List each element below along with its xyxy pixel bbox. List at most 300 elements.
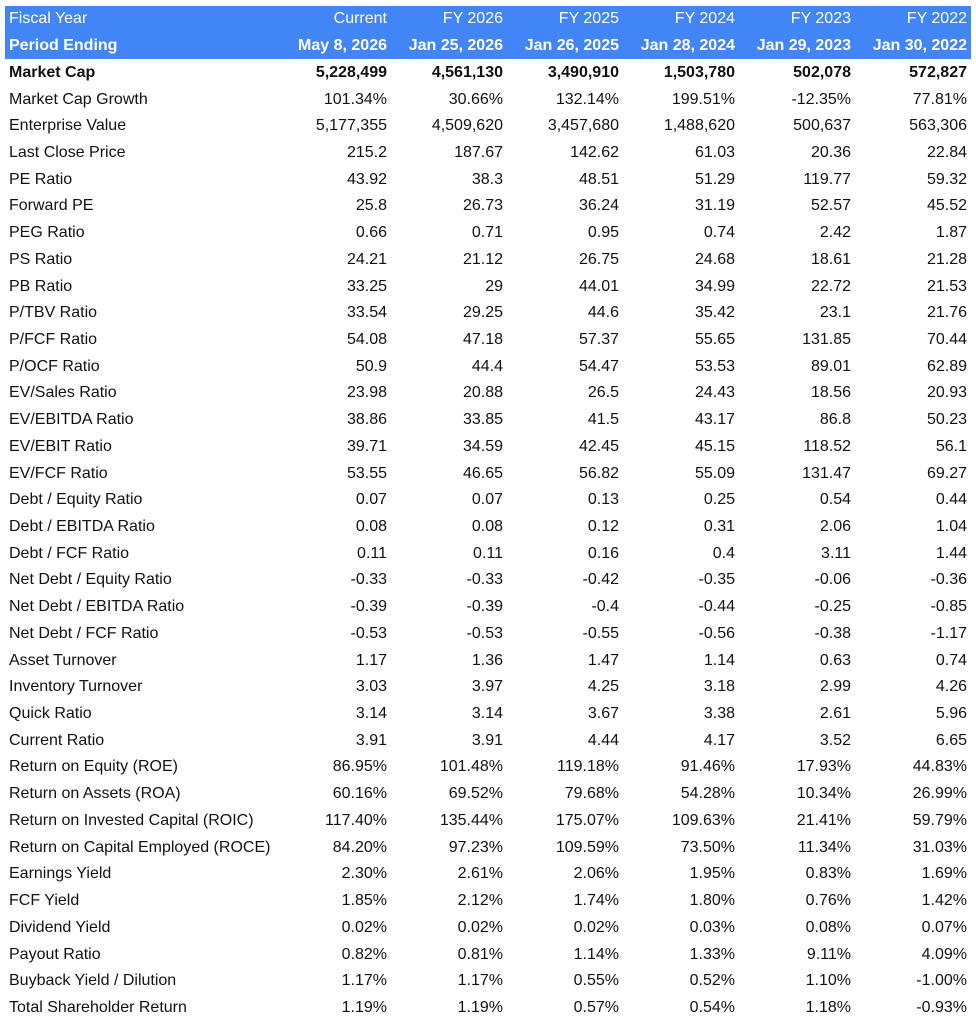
row-label: Return on Assets (ROA) [9, 785, 181, 803]
table-row [5, 514, 971, 541]
table-cell: 1.17% [457, 972, 503, 990]
table-cell: 3,490,910 [547, 63, 619, 81]
table-cell: 0.08% [805, 918, 851, 936]
table-cell: 53.53 [694, 357, 735, 375]
table-cell: 0.25 [703, 491, 735, 509]
table-cell: 86.95% [332, 758, 387, 776]
table-cell: 38.3 [471, 170, 503, 188]
table-cell: 572,827 [909, 63, 967, 81]
table-cell: 86.8 [819, 411, 851, 429]
table-cell: 1.10% [805, 972, 851, 990]
row-label: Debt / EBITDA Ratio [9, 518, 155, 536]
table-cell: 0.55% [573, 972, 619, 990]
table-row [5, 727, 971, 754]
table-cell: 50.9 [355, 357, 387, 375]
row-label: Asset Turnover [9, 651, 117, 669]
column-header-fy2024: FY 2024 [674, 10, 735, 28]
table-cell: 89.01 [810, 357, 851, 375]
table-cell: 199.51% [671, 90, 735, 108]
row-label: Payout Ratio [9, 945, 101, 963]
row-label: Forward PE [9, 197, 94, 215]
table-cell: 101.34% [323, 90, 387, 108]
period-fy2022: Jan 30, 2022 [872, 37, 967, 55]
table-cell: 2.06 [819, 518, 851, 536]
table-row [5, 754, 971, 781]
row-label: EV/FCF Ratio [9, 464, 108, 482]
table-cell: 17.93% [796, 758, 851, 776]
table-cell: 59.79% [912, 811, 967, 829]
table-cell: 0.07 [355, 491, 387, 509]
table-cell: 73.50% [680, 838, 735, 856]
table-cell: 4.44 [587, 731, 619, 749]
table-cell: 3.38 [703, 705, 735, 723]
table-cell: 42.45 [578, 437, 619, 455]
table-row [5, 674, 971, 701]
table-cell: 79.68% [564, 785, 619, 803]
table-cell: 24.21 [346, 250, 387, 268]
table-cell: 2.30% [341, 865, 387, 883]
table-cell: 0.13 [587, 491, 619, 509]
table-cell: 54.47 [578, 357, 619, 375]
table-cell: 62.89 [926, 357, 967, 375]
table-cell: 18.56 [810, 384, 851, 402]
table-cell: 9.11% [806, 945, 851, 963]
table-cell: 0.07 [471, 491, 503, 509]
row-label: PS Ratio [9, 250, 73, 268]
table-cell: 21.28 [926, 250, 967, 268]
table-cell: 3.52 [819, 731, 851, 749]
table-cell: 45.52 [926, 197, 967, 215]
table-cell: 500,637 [793, 117, 851, 135]
table-cell: 38.86 [346, 411, 387, 429]
table-cell: 109.59% [555, 838, 619, 856]
table-body [5, 59, 971, 1021]
table-cell: 1.42% [921, 892, 967, 910]
table-cell: -0.38 [814, 624, 851, 642]
table-cell: 60.16% [332, 785, 387, 803]
table-cell: -0.53 [466, 624, 503, 642]
period-fy2026: Jan 25, 2026 [408, 37, 503, 55]
table-cell: 0.66 [355, 224, 387, 242]
table-cell: 1.95% [689, 865, 735, 883]
table-cell: 132.14% [555, 90, 619, 108]
table-cell: 24.68 [694, 250, 735, 268]
table-cell: 0.74 [935, 651, 967, 669]
table-cell: 0.31 [703, 518, 735, 536]
table-cell: 1.19% [341, 998, 387, 1016]
table-cell: 26.5 [587, 384, 619, 402]
table-cell: 4.26 [935, 678, 967, 696]
row-label: Quick Ratio [9, 705, 92, 723]
table-cell: 0.07% [921, 918, 967, 936]
table-cell: 44.01 [578, 277, 619, 295]
table-cell: 2.42 [819, 224, 851, 242]
table-cell: 502,078 [793, 63, 851, 81]
table-cell: 44.6 [587, 304, 619, 322]
table-cell: 0.95 [587, 224, 619, 242]
table-cell: -0.56 [698, 624, 735, 642]
period-fy2024: Jan 28, 2024 [640, 37, 735, 55]
table-cell: 61.03 [694, 143, 735, 161]
table-cell: -0.25 [814, 598, 851, 616]
row-label: PB Ratio [9, 277, 73, 295]
column-header-current: Current [333, 10, 387, 28]
table-row [5, 995, 971, 1022]
table-cell: 3,457,680 [547, 117, 619, 135]
table-cell: 33.54 [346, 304, 387, 322]
table-cell: -0.33 [466, 571, 503, 589]
table-row [5, 246, 971, 273]
row-label: P/FCF Ratio [9, 330, 98, 348]
table-cell: 4,561,130 [431, 63, 503, 81]
table-cell: 0.81% [457, 945, 503, 963]
table-cell: 1.14 [703, 651, 735, 669]
table-cell: 0.02% [341, 918, 387, 936]
table-cell: 55.09 [694, 464, 735, 482]
table-cell: 187.67 [454, 143, 503, 161]
table-cell: 45.15 [694, 437, 735, 455]
table-cell: 0.02% [457, 918, 503, 936]
row-label: Debt / FCF Ratio [9, 544, 130, 562]
table-cell: 31.19 [694, 197, 735, 215]
table-cell: 1.04 [935, 518, 967, 536]
table-row [5, 460, 971, 487]
table-cell: 135.44% [439, 811, 503, 829]
table-cell: 21.53 [926, 277, 967, 295]
table-cell: 46.65 [462, 464, 503, 482]
table-cell: 26.73 [462, 197, 503, 215]
table-cell: 0.4 [712, 544, 735, 562]
table-cell: 91.46% [680, 758, 735, 776]
column-header-fy2025: FY 2025 [558, 10, 619, 28]
table-cell: 1.36 [471, 651, 503, 669]
row-label: Inventory Turnover [9, 678, 143, 696]
table-cell: -0.06 [814, 571, 851, 589]
row-label: PE Ratio [9, 170, 73, 188]
column-header-fy2026: FY 2026 [442, 10, 503, 28]
table-cell: 39.71 [346, 437, 387, 455]
row-label: P/OCF Ratio [9, 357, 100, 375]
table-cell: 0.44 [935, 491, 967, 509]
table-cell: 5.96 [935, 705, 967, 723]
table-cell: 563,306 [909, 117, 967, 135]
table-row [5, 193, 971, 220]
period-current: May 8, 2026 [298, 37, 387, 55]
period-fy2025: Jan 26, 2025 [524, 37, 619, 55]
table-row [5, 647, 971, 674]
table-cell: -0.39 [350, 598, 387, 616]
table-cell: 2.61 [819, 705, 851, 723]
table-cell: 35.42 [694, 304, 735, 322]
table-cell: -0.36 [930, 571, 967, 589]
table-cell: -12.35% [791, 90, 851, 108]
table-row [5, 220, 971, 247]
table-cell: 56.1 [935, 437, 967, 455]
table-cell: 30.66% [448, 90, 503, 108]
table-cell: 24.43 [694, 384, 735, 402]
period-fy2023: Jan 29, 2023 [756, 37, 851, 55]
table-row [5, 86, 971, 113]
row-label: Buyback Yield / Dilution [9, 972, 177, 990]
table-row [5, 701, 971, 728]
table-cell: 84.20% [332, 838, 387, 856]
table-cell: 0.57% [573, 998, 619, 1016]
table-row [5, 407, 971, 434]
table-cell: 1.19% [457, 998, 503, 1016]
table-cell: 1.74% [573, 892, 619, 910]
table-cell: 3.91 [355, 731, 387, 749]
table-cell: 109.63% [671, 811, 735, 829]
table-header [5, 6, 971, 59]
table-cell: 2.12% [457, 892, 503, 910]
table-cell: 77.81% [912, 90, 967, 108]
row-label: EV/EBIT Ratio [9, 437, 112, 455]
table-cell: 53.55 [346, 464, 387, 482]
table-cell: 59.32 [926, 170, 967, 188]
table-row [5, 59, 971, 86]
table-row [5, 487, 971, 514]
period-ending-header-row [5, 33, 971, 60]
table-cell: 20.88 [462, 384, 503, 402]
table-cell: 175.07% [555, 811, 619, 829]
table-cell: 34.59 [462, 437, 503, 455]
table-cell: 0.08 [471, 518, 503, 536]
column-header-fy2022: FY 2022 [906, 10, 967, 28]
table-cell: 41.5 [587, 411, 619, 429]
table-cell: 0.12 [587, 518, 619, 536]
table-row [5, 888, 971, 915]
table-cell: -0.93% [916, 998, 967, 1016]
table-row [5, 594, 971, 621]
table-row [5, 781, 971, 808]
table-cell: 0.16 [587, 544, 619, 562]
table-cell: 142.62 [570, 143, 619, 161]
table-row [5, 567, 971, 594]
table-cell: 51.29 [694, 170, 735, 188]
table-row [5, 113, 971, 140]
table-cell: 55.65 [694, 330, 735, 348]
table-cell: 1,503,780 [663, 63, 735, 81]
table-cell: -0.85 [930, 598, 967, 616]
table-cell: 54.08 [346, 330, 387, 348]
table-cell: 3.18 [703, 678, 735, 696]
period-ending-label: Period Ending [9, 37, 118, 55]
table-cell: -0.42 [582, 571, 619, 589]
table-cell: 69.27 [926, 464, 967, 482]
table-cell: 23.98 [346, 384, 387, 402]
table-cell: 50.23 [926, 411, 967, 429]
table-cell: 101.48% [439, 758, 503, 776]
fiscal-year-label: Fiscal Year [9, 10, 88, 28]
row-label: Net Debt / FCF Ratio [9, 624, 159, 642]
table-row [5, 861, 971, 888]
row-label: Debt / Equity Ratio [9, 491, 143, 509]
table-cell: 1.33% [689, 945, 735, 963]
table-cell: 43.92 [346, 170, 387, 188]
table-row [5, 327, 971, 354]
table-cell: 1.18% [805, 998, 851, 1016]
table-cell: 0.82% [341, 945, 387, 963]
row-label: Market Cap Growth [9, 90, 148, 108]
row-label: PEG Ratio [9, 224, 85, 242]
table-row [5, 621, 971, 648]
table-row [5, 434, 971, 461]
table-cell: 21.76 [926, 304, 967, 322]
table-cell: -0.44 [698, 598, 735, 616]
row-label: EV/Sales Ratio [9, 384, 117, 402]
table-cell: 117.40% [325, 811, 387, 829]
column-header-fy2023: FY 2023 [790, 10, 851, 28]
table-cell: 0.54 [819, 491, 851, 509]
table-row [5, 834, 971, 861]
table-cell: 1,488,620 [663, 117, 735, 135]
table-cell: -0.35 [698, 571, 735, 589]
table-cell: 0.74 [703, 224, 735, 242]
table-row [5, 968, 971, 995]
fiscal-year-header-row [5, 6, 971, 33]
table-row [5, 353, 971, 380]
table-cell: 43.17 [694, 411, 735, 429]
table-cell: 69.52% [448, 785, 503, 803]
table-cell: 3.03 [355, 678, 387, 696]
table-cell: 2.06% [573, 865, 619, 883]
table-cell: 25.8 [355, 197, 387, 215]
table-cell: 20.36 [810, 143, 851, 161]
row-label: Return on Capital Employed (ROCE) [9, 838, 271, 856]
table-cell: 56.82 [578, 464, 619, 482]
table-cell: 3.97 [471, 678, 503, 696]
table-cell: 0.54% [689, 998, 735, 1016]
table-cell: 0.71 [471, 224, 503, 242]
table-cell: 1.14% [573, 945, 619, 963]
table-cell: 1.69% [921, 865, 967, 883]
table-cell: -0.4 [591, 598, 619, 616]
table-cell: 3.11 [821, 544, 851, 562]
table-cell: 0.63 [819, 651, 851, 669]
table-cell: 57.37 [578, 330, 619, 348]
table-cell: 97.23% [448, 838, 503, 856]
table-row [5, 914, 971, 941]
table-row [5, 380, 971, 407]
table-cell: 0.52% [689, 972, 735, 990]
table-cell: 31.03% [912, 838, 967, 856]
table-cell: 1.17% [341, 972, 387, 990]
table-row [5, 808, 971, 835]
table-cell: 0.11 [473, 544, 503, 562]
table-cell: 10.34% [796, 785, 851, 803]
table-cell: -0.55 [582, 624, 619, 642]
table-cell: 1.85% [341, 892, 387, 910]
table-cell: 5,177,355 [315, 117, 387, 135]
table-cell: 34.99 [694, 277, 735, 295]
table-cell: 26.75 [578, 250, 619, 268]
table-cell: 4.25 [587, 678, 619, 696]
table-cell: 131.47 [802, 464, 851, 482]
table-cell: 33.25 [346, 277, 387, 295]
table-cell: 2.61% [457, 865, 503, 883]
table-cell: 3.14 [471, 705, 503, 723]
table-row [5, 166, 971, 193]
table-cell: -1.17 [930, 624, 967, 642]
table-cell: 0.02% [573, 918, 619, 936]
table-cell: 131.85 [802, 330, 851, 348]
table-row [5, 941, 971, 968]
table-cell: 44.83% [912, 758, 967, 776]
row-label: Enterprise Value [9, 117, 127, 135]
table-cell: 26.99% [912, 785, 967, 803]
table-cell: 4.17 [703, 731, 735, 749]
table-cell: 33.85 [462, 411, 503, 429]
table-cell: 11.34% [797, 838, 851, 856]
table-cell: 118.52 [803, 437, 851, 455]
table-cell: 3.67 [587, 705, 619, 723]
row-label: Return on Invested Capital (ROIC) [9, 811, 254, 829]
table-cell: 5,228,499 [315, 63, 387, 81]
table-cell: 54.28% [680, 785, 735, 803]
table-cell: 4,509,620 [431, 117, 503, 135]
table-cell: -0.53 [350, 624, 387, 642]
table-cell: 47.18 [462, 330, 503, 348]
table-cell: 0.11 [357, 544, 387, 562]
table-cell: 22.72 [810, 277, 851, 295]
table-cell: 21.41% [796, 811, 851, 829]
table-cell: 44.4 [471, 357, 503, 375]
table-cell: 36.24 [578, 197, 619, 215]
table-cell: 2.99 [819, 678, 851, 696]
row-label: Net Debt / EBITDA Ratio [9, 598, 185, 616]
table-cell: -0.33 [350, 571, 387, 589]
row-label: Return on Equity (ROE) [9, 758, 178, 776]
table-cell: 20.93 [926, 384, 967, 402]
table-cell: 4.09% [921, 945, 967, 963]
row-label: Current Ratio [9, 731, 105, 749]
row-label: Net Debt / Equity Ratio [9, 571, 172, 589]
table-cell: 1.44 [935, 544, 967, 562]
table-cell: 18.61 [810, 250, 851, 268]
table-cell: 23.1 [819, 304, 851, 322]
table-row [5, 540, 971, 567]
row-label: FCF Yield [9, 892, 80, 910]
table-cell: -1.00% [916, 972, 967, 990]
table-cell: 215.2 [346, 143, 387, 161]
table-cell: 0.03% [689, 918, 735, 936]
row-label: P/TBV Ratio [9, 304, 98, 322]
table-cell: 1.17 [355, 651, 387, 669]
table-cell: 0.08 [355, 518, 387, 536]
table-cell: 3.91 [471, 731, 503, 749]
table-cell: 22.84 [926, 143, 967, 161]
table-cell: 21.12 [462, 250, 503, 268]
table-row [5, 300, 971, 327]
table-cell: 119.18% [557, 758, 619, 776]
table-row [5, 140, 971, 167]
table-cell: -0.39 [466, 598, 503, 616]
table-cell: 1.87 [935, 224, 967, 242]
table-cell: 119.77 [803, 170, 851, 188]
table-row [5, 273, 971, 300]
row-label: Dividend Yield [9, 918, 111, 936]
row-label: EV/EBITDA Ratio [9, 411, 134, 429]
table-cell: 1.47 [587, 651, 619, 669]
table-cell: 48.51 [578, 170, 619, 188]
row-label: Market Cap [9, 63, 96, 81]
table-cell: 6.65 [935, 731, 967, 749]
table-cell: 70.44 [926, 330, 967, 348]
table-cell: 29 [485, 277, 503, 295]
financial-ratios-table [5, 6, 971, 1021]
table-cell: 1.80% [689, 892, 735, 910]
table-cell: 52.57 [810, 197, 851, 215]
